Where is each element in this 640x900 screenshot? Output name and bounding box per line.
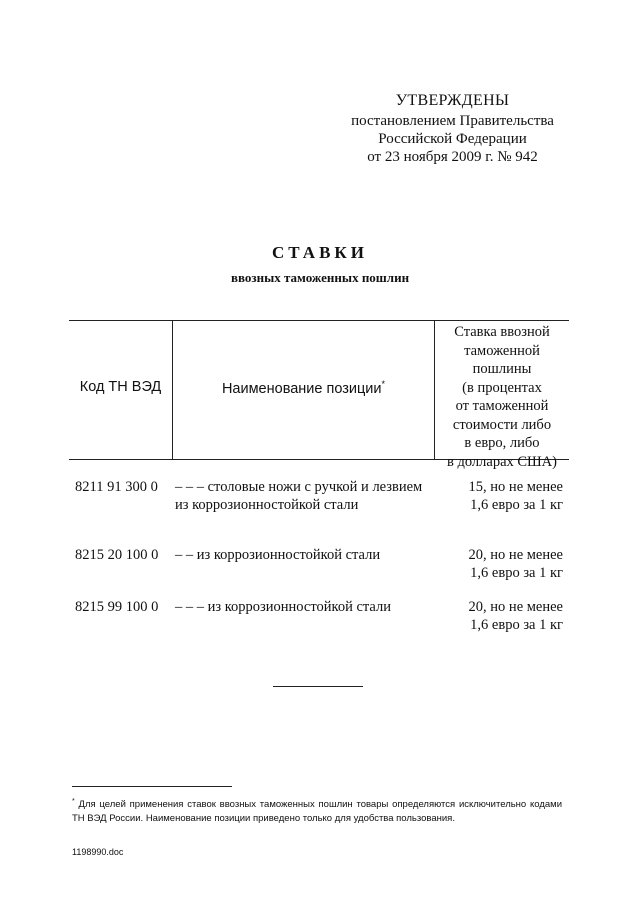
header-name-text: Наименование позиции xyxy=(221,380,382,397)
row-rate xyxy=(435,546,569,582)
row-rate-line-1: 20, но не менее xyxy=(468,599,563,615)
footnote-text: Для целей применения ставок ввозных таможенных пошлин товары определяются исключительно кодами ТН ВЭД России. Наименование позиции приведено только для удобства пользования. xyxy=(72,799,563,825)
row-rate xyxy=(435,478,569,514)
row-name: – – – из коррозионностойкой стали xyxy=(175,599,391,615)
header-rate-line: в долларах США) xyxy=(447,453,557,470)
approval-line-3: от 23 ноября 2009 г. № 942 xyxy=(367,149,538,165)
row-rate-line-1: 15, но не менее xyxy=(468,479,563,495)
document-title: СТАВКИ xyxy=(272,243,368,262)
header-rate-line: пошлины xyxy=(472,361,532,377)
header-rate-line: в евро, либо xyxy=(464,435,540,451)
header-rate xyxy=(435,323,569,471)
duty-rates-table xyxy=(69,320,569,633)
approval-block xyxy=(330,92,575,166)
row-rate-line-2: 1,6 евро за 1 кг xyxy=(470,617,563,633)
document-subtitle: ввозных таможенных пошлин xyxy=(230,270,410,285)
footnote xyxy=(72,795,562,826)
row-name: – – – столовые ножи с ручкой и лезвием из коррозионностойкой стали xyxy=(175,479,423,513)
row-code: 8215 20 100 0 xyxy=(75,547,159,563)
header-rate-line: от таможенной xyxy=(455,398,549,414)
row-rate-line-2: 1,6 евро за 1 кг xyxy=(470,565,563,581)
header-rate-line: Ставка ввозной xyxy=(454,324,550,340)
row-rate-line-2: 1,6 евро за 1 кг xyxy=(470,497,563,513)
approval-line-2: Российской Федерации xyxy=(378,131,527,147)
closing-separator xyxy=(273,686,363,687)
approval-heading: УТВЕРЖДЕНЫ xyxy=(395,92,510,109)
document-id: 1198990.doc xyxy=(72,847,124,857)
header-name xyxy=(173,379,434,397)
row-name: – – из коррозионностойкой стали xyxy=(175,547,381,563)
row-rate-line-1: 20, но не менее xyxy=(468,547,563,563)
header-rate-line: стоимости либо xyxy=(452,416,552,433)
header-code: Код ТН ВЭД xyxy=(79,379,162,395)
row-rate xyxy=(435,598,569,634)
footnote-rule xyxy=(72,786,232,787)
table-header xyxy=(69,320,569,470)
header-rate-line: таможенной xyxy=(464,342,540,359)
row-code: 8215 99 100 0 xyxy=(75,599,159,615)
approval-line-1: постановлением Правительства xyxy=(351,113,554,129)
footnote-mark: * xyxy=(72,798,75,805)
row-code: 8211 91 300 0 xyxy=(75,479,158,495)
header-name-footnote-mark: * xyxy=(381,379,386,389)
header-rate-line: (в процентах xyxy=(462,379,542,396)
